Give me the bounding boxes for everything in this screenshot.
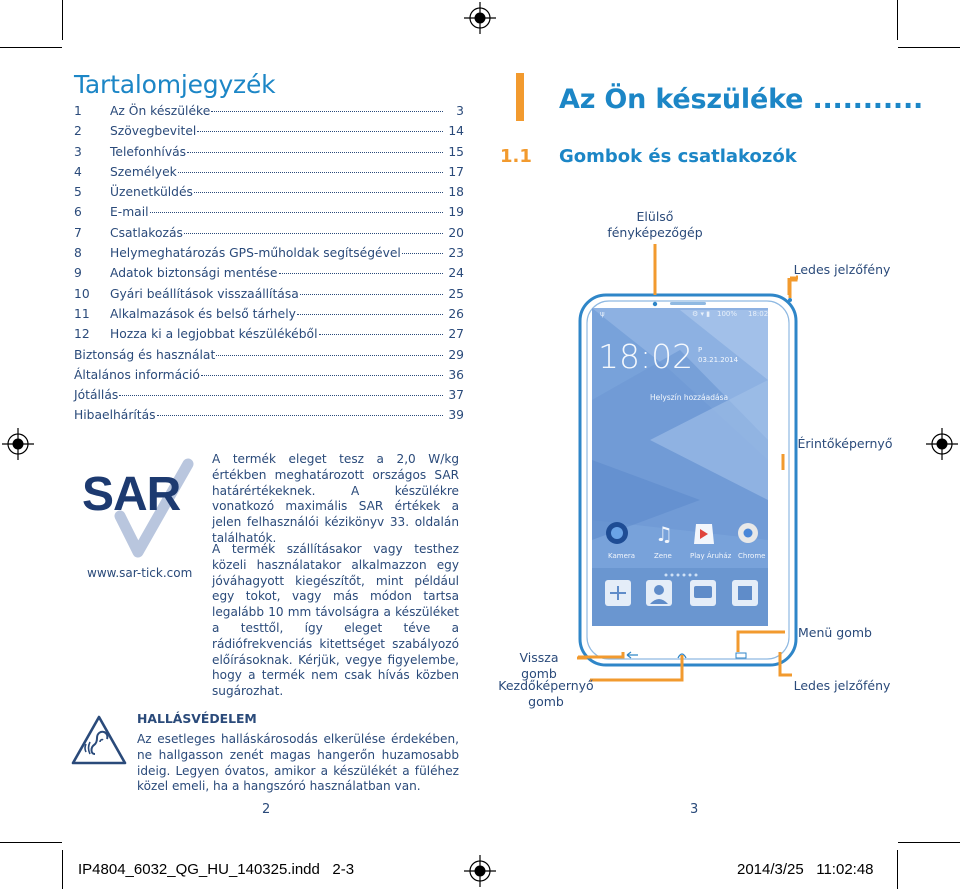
toc-entry-page: 24 <box>448 266 464 281</box>
label-menu-button: Menü gomb <box>798 625 872 640</box>
toc-title: Tartalomjegyzék <box>74 70 276 99</box>
screen-clock: 18:02 <box>598 337 694 376</box>
page-number-right: 3 <box>690 802 699 817</box>
toc-entry-title: Jótállás <box>74 388 119 403</box>
label-led-top: Ledes jelzőfény <box>793 262 891 277</box>
svg-text:♫: ♫ <box>655 522 673 546</box>
toc-entry-title: Adatok biztonsági mentése <box>110 266 278 281</box>
toc-entry-number: 7 <box>74 225 82 240</box>
toc-entry-page: 39 <box>448 408 464 423</box>
toc-entry-page: 19 <box>448 205 464 220</box>
toc-entry-number: 8 <box>74 246 82 261</box>
screen-date: 03.21.2014 <box>698 356 739 364</box>
label-back-button: Vissza gomb <box>519 650 559 681</box>
sar-logo-text: SAR <box>82 468 181 521</box>
toc-entry-page: 23 <box>448 246 464 261</box>
toc-entry-number: 1 <box>74 104 82 118</box>
toc-entry-number: 2 <box>74 124 82 139</box>
toc-entry-page: 27 <box>448 327 464 342</box>
screen-location: Helyszín hozzáadása <box>650 393 729 402</box>
toc-entry-page: 36 <box>448 367 464 382</box>
toc-entry-title: Személyek <box>110 164 177 179</box>
toc-entry-page: 17 <box>448 164 464 179</box>
toc-entry-page: 29 <box>448 347 464 362</box>
sar-paragraph-1: A termék eleget tesz a 2,0 W/kg értékben meghatározott országos SAR határértékeknek. A készülékre vonatkozó maximális SAR értékek a jelen felhasználói kézikönyv 33. oldalán találhatók. <box>212 452 459 545</box>
label-touchscreen: Érintőképernyő <box>797 436 893 451</box>
toc-entry-page: 3 <box>456 104 464 118</box>
toc-entry-title: Gyári beállítások visszaállítása <box>110 286 299 301</box>
toc-entry-title: Hozza ki a legjobbat készülékéből <box>110 327 318 342</box>
toc-entry-number: 11 <box>74 306 90 321</box>
toc-entry-page: 26 <box>448 306 464 321</box>
toc-entry-page: 37 <box>448 388 464 403</box>
label-led-bottom: Ledes jelzőfény <box>793 678 891 693</box>
toc-entry-number: 4 <box>74 164 82 179</box>
toc-entry-number: 3 <box>74 144 82 159</box>
toc-entry-title: Telefonhívás <box>110 144 187 159</box>
toc-entry-number: 10 <box>74 286 90 301</box>
toc-entry-page: 14 <box>448 124 464 139</box>
toc-entry-title: E-mail <box>110 205 149 220</box>
toc-entry-title: Biztonság és használat <box>74 347 216 362</box>
footer-file: IP4804_6032_QG_HU_140325.indd 2-3 <box>78 861 355 878</box>
toc-entry-title: Hibaelhárítás <box>74 408 156 423</box>
toc-entry-title: Alkalmazások és belső tárhely <box>110 306 296 321</box>
label-home-button: Kezdőképernyő gomb <box>498 678 594 709</box>
toc-entry-number: 12 <box>74 327 90 342</box>
svg-text:⚙ ▾ ▮: ⚙ ▾ ▮ <box>692 310 711 318</box>
hearing-heading: HALLÁSVÉDELEM <box>137 711 257 726</box>
toc-entry-title: Az Ön készüléke <box>110 104 211 118</box>
toc-entry-number: 6 <box>74 205 82 220</box>
toc-entry-page: 18 <box>448 185 464 200</box>
toc-entry-title: Helymeghatározás GPS-műholdak segítségével <box>110 246 401 261</box>
toc-entry-page: 15 <box>448 144 464 159</box>
toc-entry-page: 20 <box>448 225 464 240</box>
footer-datetime: 2014/3/25 11:02:48 <box>737 861 874 878</box>
sar-paragraph-2: A termék szállításakor vagy testhez közeli használatakor alkalmazzon egy jóváhagyott kiegészítőt, mint például egy tokot, vagy más módon tartsa legalább 10 mm távolságra a készüléket a testtől, így eleget téve a rádiófrekvenciás kitettséget szabályozó előírásoknak. Kérjük, vegye figyelembe, hogy a termék nem csak hívás közben sugározhat. <box>212 542 459 699</box>
toc-entry-title: Csatlakozás <box>110 225 183 240</box>
screen-ampm: P <box>698 346 703 354</box>
toc-entry-title: Üzenetküldés <box>110 185 193 200</box>
toc-entry-number: 9 <box>74 266 82 281</box>
toc-entry-number: 5 <box>74 185 82 200</box>
app-label: Chrome <box>738 552 766 560</box>
app-label: Zene <box>654 552 672 560</box>
chapter-title: Az Ön készüléke ........... <box>559 84 924 115</box>
toc-entry-page: 25 <box>448 286 464 301</box>
status-battery: 100% <box>717 310 738 318</box>
toc-entry-title: Általános információ <box>74 367 200 382</box>
app-label: Play Áruház <box>690 552 732 560</box>
section-title: Gombok és csatlakozók <box>559 146 797 167</box>
app-label: Kamera <box>608 552 636 560</box>
page-number-left: 2 <box>262 802 271 817</box>
status-time: 18:02 <box>748 310 769 318</box>
toc-entry-title: Szövegbevitel <box>110 124 197 139</box>
sar-url: www.sar-tick.com <box>87 566 193 580</box>
svg-text:ψ: ψ <box>600 310 605 318</box>
label-front-camera: Elülső fényképezőgép <box>607 209 703 240</box>
hearing-text: Az esetleges halláskárosodás elkerülése érdekében, ne hallgasson zenét magas hangerőn huzamosabb ideig. Legyen óvatos, amikor a készülékét a füléhez közel emeli, ha a hangszóró használatban van. <box>137 732 459 794</box>
section-number: 1.1 <box>500 146 532 167</box>
